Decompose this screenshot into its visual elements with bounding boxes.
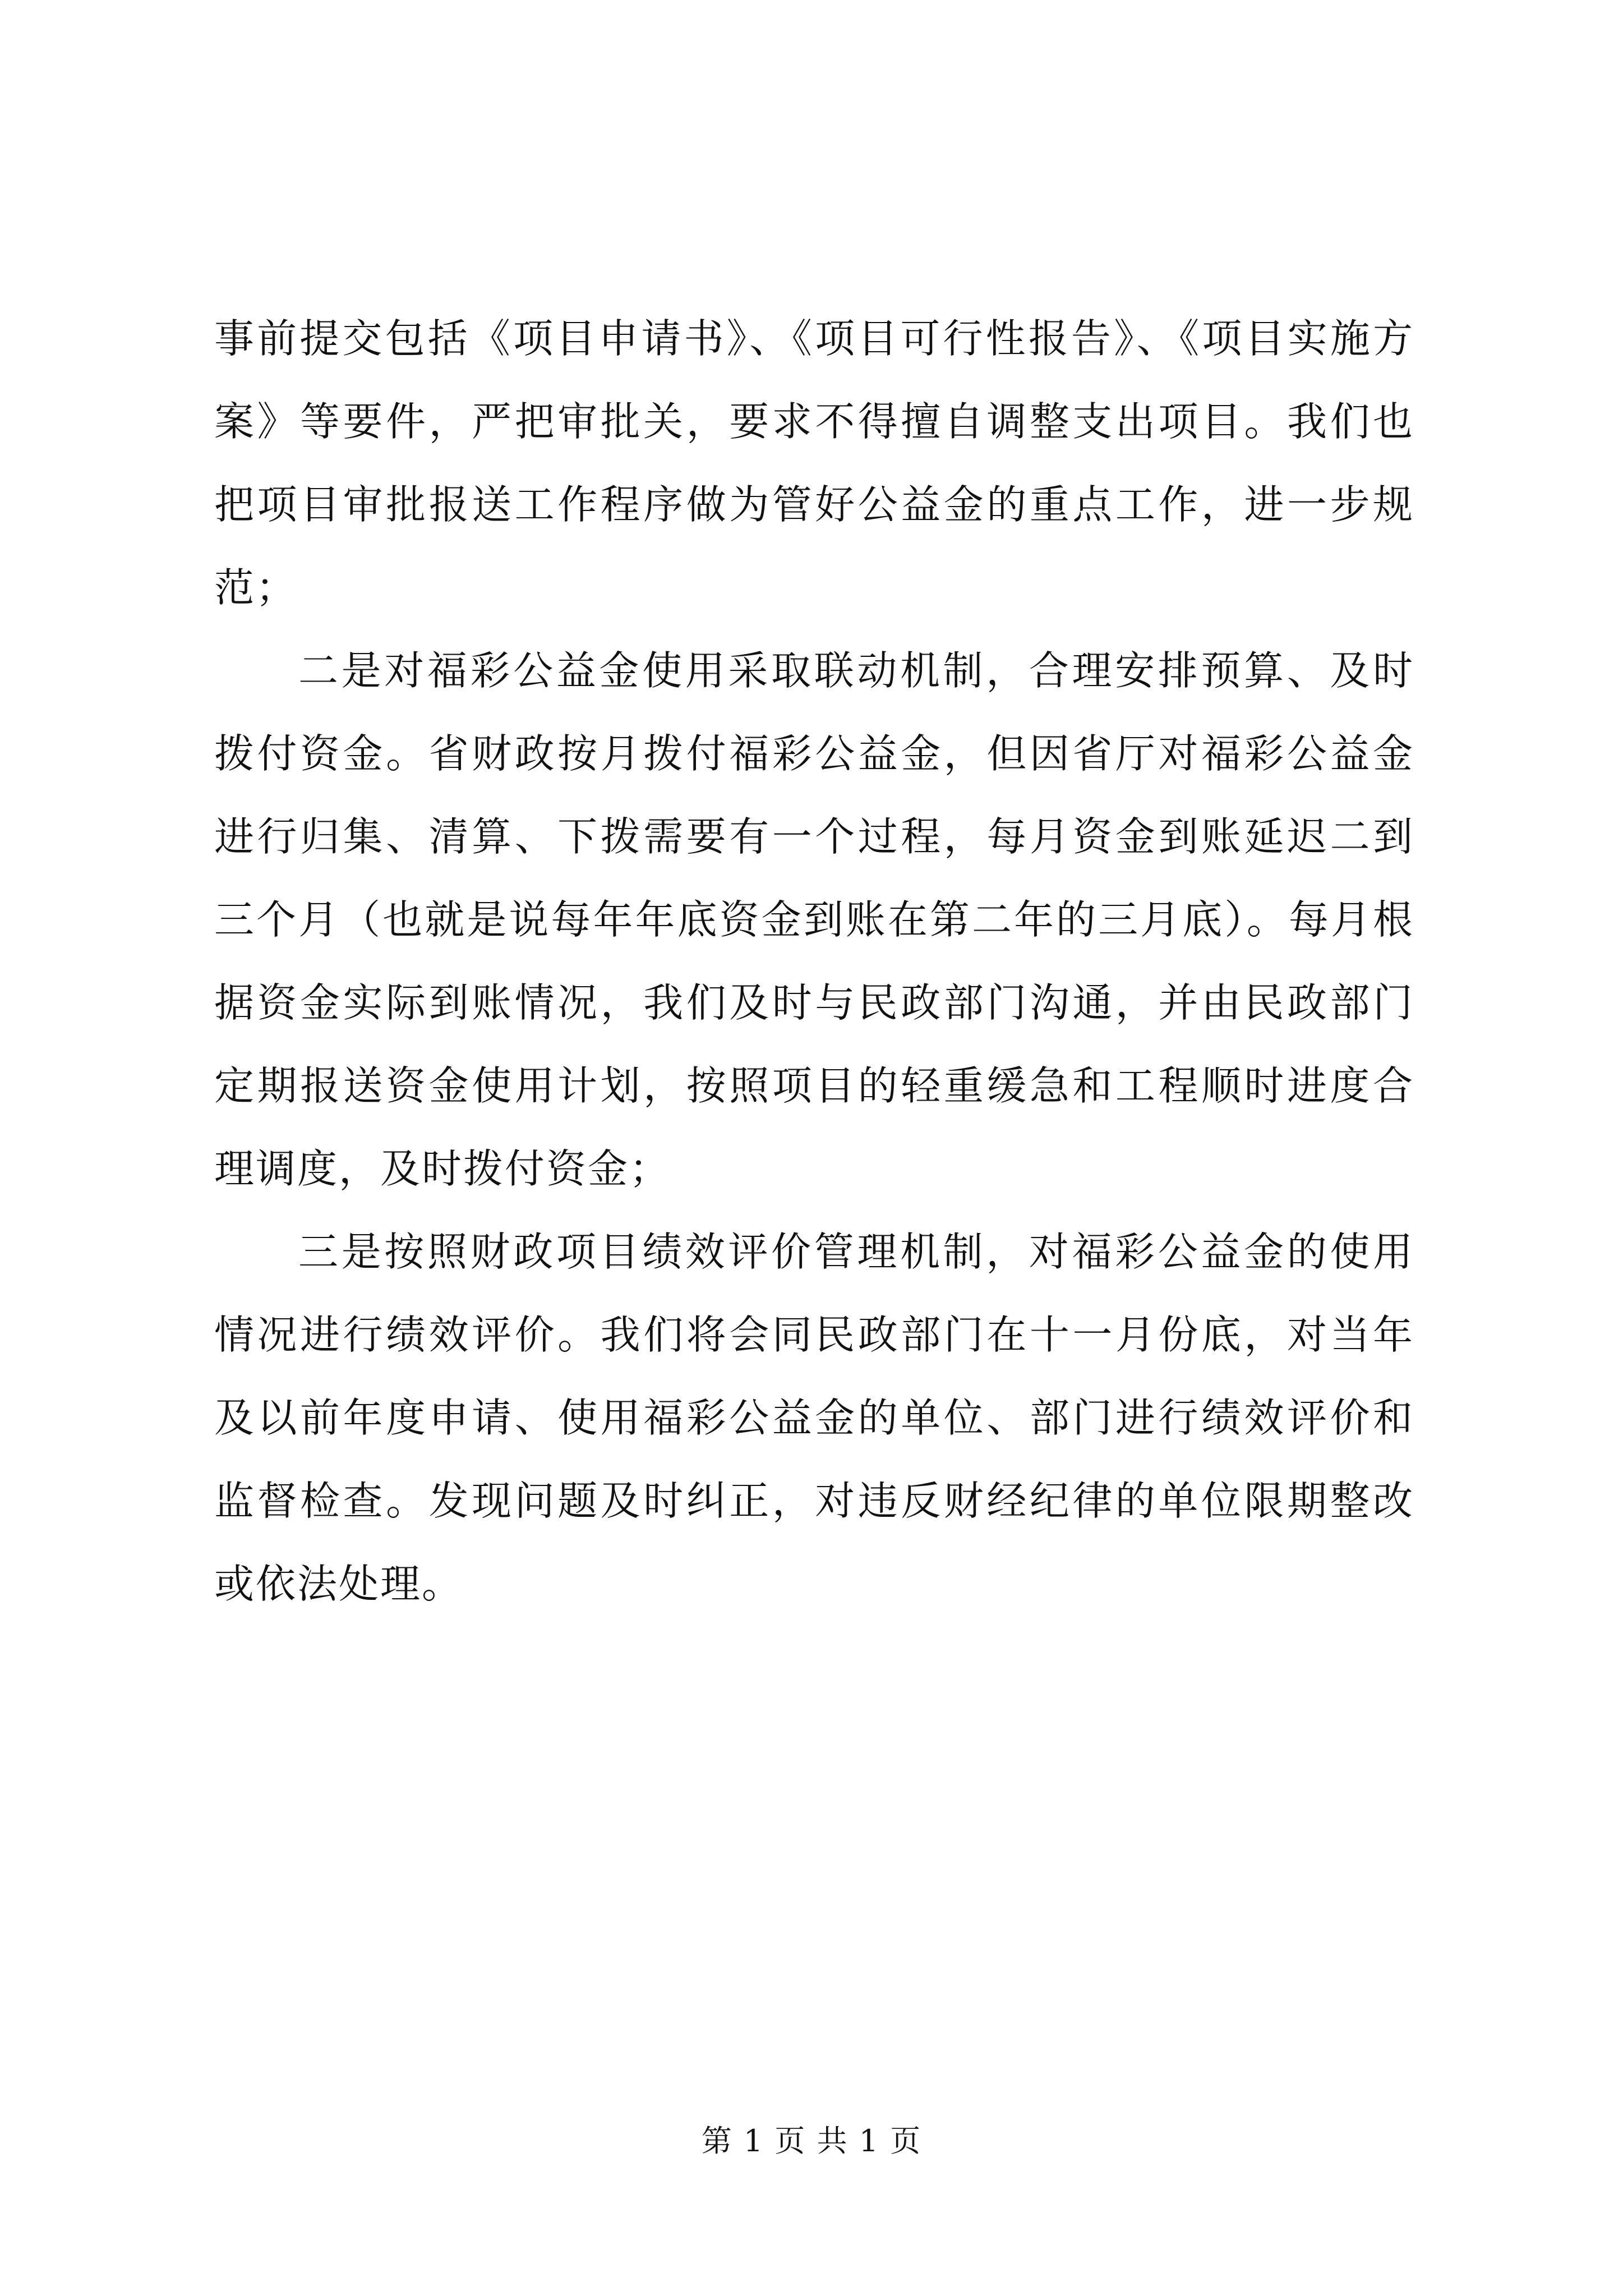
page-footer: 第 1 页 共 1 页	[701, 2123, 922, 2159]
body-text	[214, 297, 1414, 1626]
paragraph-point-three: 三是按照财政项目绩效评价管理机制，对福彩公益金的使用情况进行绩效评价。我们将会同民政部门在十一月份底，对当年及以前年度申请、使用福彩公益金的单位、部门进行绩效评价和监督检查。发现问题及时纠正，对违反财经纪律的单位限期整改或依法处理。	[214, 1228, 1414, 1607]
paragraph-point-two: 二是对福彩公益金使用采取联动机制，合理安排预算、及时拨付资金。省财政按月拨付福彩公益金，但因省厅对福彩公益金进行归集、清算、下拨需要有一个过程，每月资金到账延迟二到三个月（也就是说每年年底资金到账在第二年的三月底）。每月根据资金实际到账情况，我们及时与民政部门沟通，并由民政部门定期报送资金使用计划，按照项目的轻重缓急和工程顺时进度合理调度，及时拨付资金；	[214, 647, 1414, 1192]
paragraph-continuation: 事前提交包括《项目申请书》、《项目可行性报告》、《项目实施方案》等要件，严把审批关，要求不得擅自调整支出项目。我们也把项目审批报送工作程序做为管好公益金的重点工作，进一步规范；	[214, 315, 1414, 611]
